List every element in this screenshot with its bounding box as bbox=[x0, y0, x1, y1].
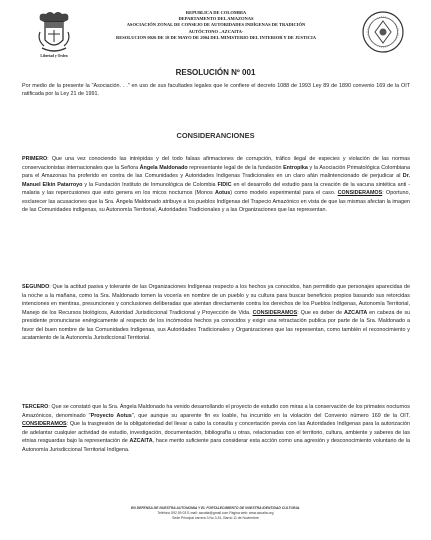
paragraph-text: y la Fundación Instituto de Inmunológica de Colombia bbox=[82, 181, 218, 188]
paragraph-text: representante legal de de la fundación bbox=[187, 164, 284, 171]
paragraph-text: : Que una vez conociendo las intrépidas y del todo falsas afirmaciones de corrupción, tráfico ilegal de especies y violación de las normas conservacionistas internacionales que la Señora bbox=[22, 156, 410, 171]
letterhead bbox=[22, 8, 409, 68]
header-line: REPUBLICA DE COLOMBIA bbox=[185, 10, 247, 15]
footer-contact: Teléfono 592 59 03 E-mail: azcaita@gmail.com Página web: www.azcaita.org bbox=[157, 511, 274, 515]
letterhead-text bbox=[84, 10, 348, 41]
paragraph-lead: TERCERO bbox=[22, 404, 49, 410]
paragraph-text: ) como modelo experimental para el caso. bbox=[230, 190, 338, 196]
bold-name: Proyecto Aotus bbox=[90, 412, 132, 419]
considerations-heading: CONSIDERANCIONES bbox=[176, 131, 255, 140]
paragraph-text: ", que aunque su aparente fin es loable, ha incurrido en la violación del Convenio número 169 de la OIT. bbox=[131, 412, 410, 419]
paragraph-text: y la Asociación Primatológica Colombiana para el Amazonas ha proferido en contra de las Comunidades y Autoridades Indígenas Tradicionales en un claro afán malintencionado de perjudicar al bbox=[22, 164, 410, 179]
paragraph-primero bbox=[22, 155, 410, 215]
header-line: RESOLUCION 0026 DE 18 DE MAYO DE 2004 DEL MINISTERIO DEL INTERIOR Y DE JUSTICIA bbox=[115, 34, 317, 40]
colombia-coat-of-arms-icon bbox=[36, 10, 72, 54]
intro-paragraph: Por medio de la presente la "Asociación. . ." en uso de sus facultades legales que le confiere el decreto 1088 de 1993 Ley 89 de 1890 convenio 169 de la OIT ratificada por la Ley 21 de 1991. bbox=[22, 83, 410, 98]
bold-name: AZCAITA bbox=[344, 309, 368, 316]
paragraph-segundo bbox=[22, 283, 410, 343]
paragraph-text: : Oportuno, esclarecer las acusaciones que la Sra. Ángela Maldonado atribuye a los pueblos Indígenas del Trapecio Amazónico en vista de que las mismas afectan la imagen de las Comunidades indígenas, su Autonomía Territorial, Autoridades Tradicionales y a las Organizaciones que las representan. bbox=[22, 190, 410, 213]
paragraph-text: : Que la trasgresión de la obligatoriedad del llevar a cabo la consulta y concertación previa con las Autoridades Indígenas para la autorización de adelantar cualquier actividad de estudio, investigación, documentación, bibliografía u otras, relacionadas con el territorio, cultura, ambiente y saberes de las etnias resguardas bajo la representación de bbox=[22, 421, 410, 444]
bold-name: AZCAITA bbox=[129, 438, 153, 444]
header-line: DEPARTAMENTO DEL AMAZONAS bbox=[178, 16, 254, 22]
paragraph-lead: PRIMERO bbox=[22, 156, 48, 162]
header-line: ASOCIACIÓN ZONAL DE CONSEJO DE AUTORIDADES INDÍGENAS DE TRADICIÓN bbox=[126, 22, 306, 28]
paragraph-text: : Que la actitud pasiva y tolerante de las Organizaciones Indígenas respecto a los hechos ya conocidos, han permitido que personajes aparecidas de la noche a la mañana, como la Sra. Maldonado tomen la vocería en nombre de un pueblo y su cultura para buscar beneficios propios basando sus retorcidas intenciones en mentiras, presunciones y conclusiones deliberadas que atentan directamente contra los derechos de los Pueblos Indígenas, Autonomía Territorial, Manejo de los Recursos biológicos, Autoridad Jurisdiccional Tradicional y Proyección de Vida. bbox=[22, 284, 410, 316]
resolution-title: RESOLUCIÓN Nº 001 bbox=[175, 68, 256, 77]
considering-keyword: CONSIDERAMOS bbox=[337, 190, 383, 196]
paragraph-text: , hace merito suficiente para considerar esta acción como una agresión y desconocimiento voluntario de la Autonomía Jurisdiccional Territorial Indígena. bbox=[22, 438, 411, 453]
paragraph-lead: SEGUNDO bbox=[22, 284, 50, 290]
paragraph-text: : Que se constató que la Sra. Ángela Maldonado ha venido desarrollando el proyecto de estudio con miras a la conservación de los primates nocturnos Amazónicos, denominado " bbox=[22, 404, 410, 419]
considering-keyword: CONSIDERAMOS bbox=[252, 309, 298, 316]
considering-keyword: CONSIDERAMOS bbox=[22, 421, 67, 427]
footer-motto: EN DEFENSA DE NUESTRA AUTONOMIA Y EL FORTALECIMIENTO DE NUESTRA IDENTIDAD CULTURAL bbox=[131, 506, 300, 510]
bold-name: Dr. Manuel Elkin Patarroyo bbox=[22, 173, 410, 188]
bold-name: Ángela Maldonado bbox=[139, 164, 188, 171]
azcaita-seal-icon bbox=[361, 10, 405, 54]
bold-name: Entropika bbox=[283, 164, 308, 171]
bold-name: Aotus bbox=[215, 190, 231, 196]
bold-name: FIDIC bbox=[217, 181, 232, 188]
paragraph-text: : Que es deber de bbox=[297, 309, 344, 316]
paragraph-text: en el desarrollo del estudio para la creación de la vacuna sintética anti - malaria y las repercusiones que esto genera en los micos nocturnos (Monos bbox=[22, 181, 410, 196]
header-line: AUTÓCTONO –AZCAITA- bbox=[188, 28, 244, 34]
paragraph-text: en cabeza de su presidente pronunciarse enérgicamente al respecto de los incómodos hechos ya conocidos y exigir una retractación publica por parte de la Sra. Maldonado a favor del buen nombre de las Comunidades Indígenas, sus Autoridades Tradicionales y Organizaciones que las representan, como también el reconocimiento y acatamiento de la Autonomía Jurisdiccional Territorial. bbox=[22, 309, 411, 341]
footer bbox=[60, 506, 371, 521]
footer-address: Sede Principal carrera 3 No 3-51, Barrio 11 de Noviembre bbox=[172, 516, 259, 520]
paragraph-tercero bbox=[22, 403, 410, 454]
crest-caption: Libertad y Orden bbox=[40, 54, 68, 58]
